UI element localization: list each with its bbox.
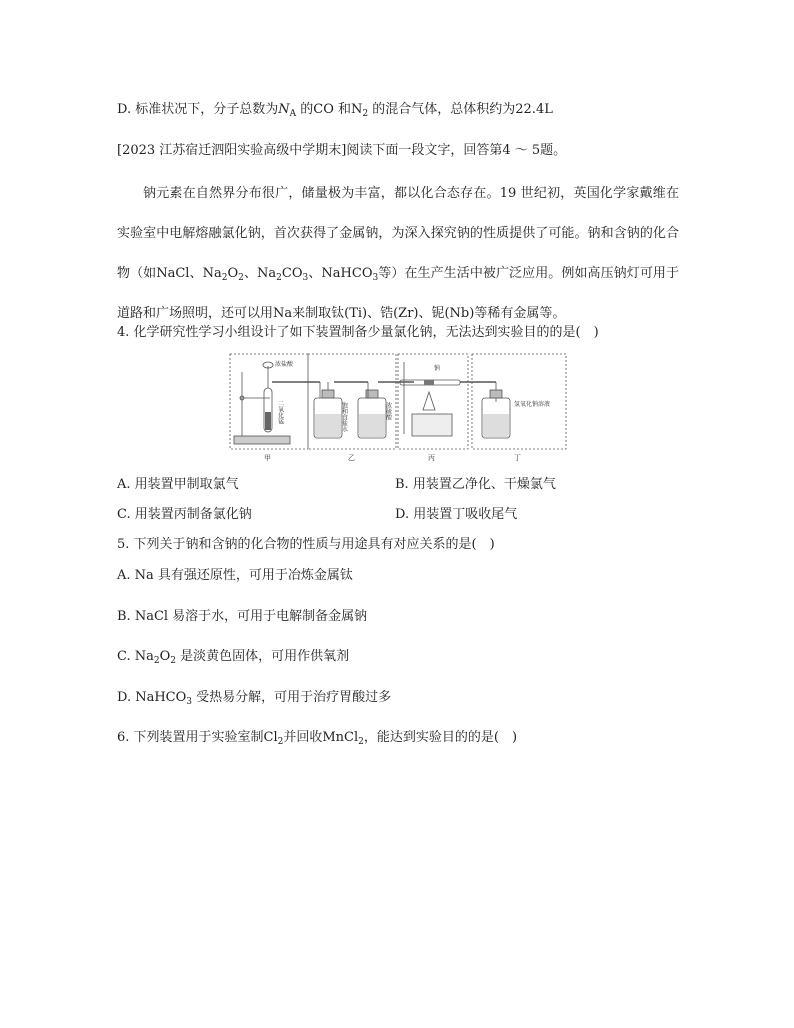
source-line: [2023 江苏宿迁泗阳实验高级中学期末]阅读下面一段文字，回答第4 ～ 5题。 [117, 143, 567, 158]
q4-stem: 4. 化学研究性学习小组设计了如下装置制备少量氯化钠，无法达到实验目的的是( ) [117, 325, 599, 340]
svg-text:丁: 丁 [514, 454, 521, 462]
q4-option-c: C. 用装置丙制备氯化钠 [117, 507, 252, 522]
svg-text:二氧化锰: 二氧化锰 [276, 400, 284, 424]
svg-text:钠: 钠 [434, 365, 441, 372]
svg-text:丙: 丙 [428, 454, 435, 462]
q3-option-d: D. 标准状况下，分子总数为$N_A$ 的CO 和$N_2$ 的混合气体，总体积约为22.4L [117, 102, 553, 119]
alcohol-lamp [423, 392, 435, 410]
svg-text:浓盐酸: 浓盐酸 [275, 361, 294, 368]
q4-option-d: D. 用装置丁吸收尾气 [395, 507, 518, 522]
svg-text:饱和食盐水: 饱和食盐水 [340, 402, 348, 432]
q4-option-a: A. 用装置甲制取氯气 [117, 477, 239, 492]
svg-text:氢氧化钠溶液: 氢氧化钠溶液 [514, 401, 551, 408]
apparatus-figure [228, 352, 568, 467]
q6-stem: 6. 下列装置用于实验室制$Cl_2$并回收MnCl$_2$，能达到实验目的的是( ) [117, 730, 518, 747]
passage: 钠元素在自然界分布很广，储量极为丰富，都以化合态存在。19 世纪初，英国化学家戴维在实验室中电解熔融氯化钠，首次获得了金属钠，为深入探究钠的性质提供了可能。钠和含钠的化合物（如NaCl、$Na_2O_2$、$Na_2CO_3$、NaHCO$_3$等）在生产生活中被广泛应用。例如高压钠灯可用于道路和广场照明，还可以用Na来制取钛(Ti)、锆(Zr)、铌(Nb)等稀有金属等。 [117, 186, 679, 321]
stand-base [234, 436, 290, 444]
q5-stem: 5. 下列关于钠和含钠的化合物的性质与用途具有对应关系的是( ) [117, 537, 495, 552]
q5-option-c: C. $Na_2O_2$ 是淡黄色固体，可用作供氧剂 [117, 649, 350, 666]
q5-option-d: D. NaHCO$_3$ 受热易分解，可用于治疗胃酸过多 [117, 690, 392, 707]
q5-option-b: B. NaCl 易溶于水，可用于电解制备金属钠 [117, 609, 368, 624]
svg-text:浓硫酸: 浓硫酸 [384, 402, 392, 420]
svg-text:乙: 乙 [348, 454, 355, 462]
q5-option-a: A. Na 具有强还原性，可用于冶炼金属钛 [117, 568, 353, 583]
svg-text:甲: 甲 [264, 454, 271, 462]
q4-option-b: B. 用装置乙净化、干燥氯气 [395, 477, 556, 492]
